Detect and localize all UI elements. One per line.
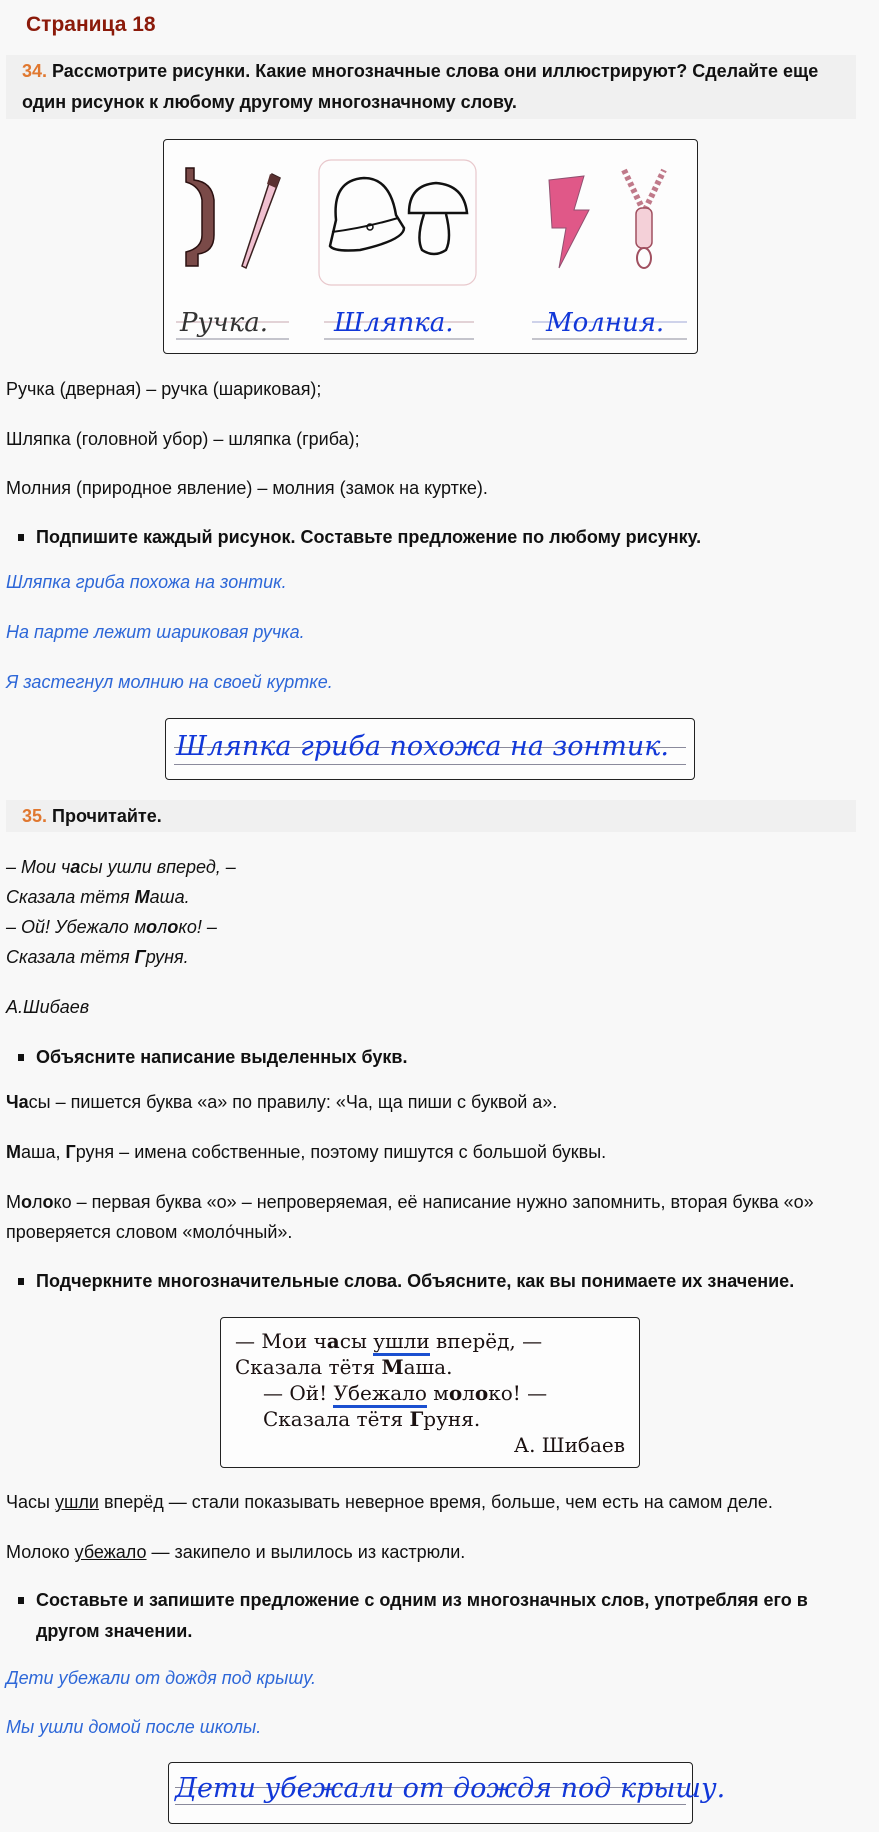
handwritten-sentence: Дети убежали от дождя под крышу. [175, 1773, 726, 1804]
underlined-word: Убежало [333, 1381, 426, 1408]
explanation-line: Часы – пишется буква «а» по правилу: «Ча, ща пиши с буквой а». [6, 1092, 558, 1112]
textbook-poem-frame [220, 1317, 640, 1468]
poem-line: Сказала тётя Груня. [6, 947, 189, 967]
meaning-line: Молоко убежало — закипело и вылилось из кастрюли. [6, 1542, 466, 1562]
lightning-icon [549, 176, 589, 268]
instruction-bullet: Составьте и запишите предложение с одним из многозначных слов, употребляя его в другом значении. [18, 1585, 858, 1647]
task-text: Рассмотрите рисунки. Какие многозначные слова они иллюстрируют? Сделайте еще один рисунок к любому другому многозначному слову. [22, 61, 819, 112]
answer-line: Шляпка (головной убор) – шляпка (гриба); [6, 429, 360, 449]
answer-line: Молния (природное явление) – молния (замок на куртке). [6, 478, 488, 498]
pen-icon [242, 174, 280, 268]
task-number: 35. [22, 806, 48, 826]
poem-author: А.Шибаев [6, 997, 90, 1017]
caption-shlyapka: Шляпка. [334, 308, 454, 338]
hat-icon [330, 178, 404, 251]
illustration-frame [163, 139, 698, 354]
example-sentence: Дети убежали от дождя под крышу. [6, 1668, 317, 1688]
book-line: Сказала тётя Маша. [235, 1355, 453, 1379]
handwritten-sentence: Шляпка гриба похожа на зонтик. [176, 731, 669, 762]
explanation-line: Маша, Груня – имена собственные, поэтому пишутся с большой буквы. [6, 1142, 607, 1162]
example-sentence: На парте лежит шариковая ручка. [6, 622, 305, 642]
underlined-word: ушли [373, 1329, 429, 1356]
handwritten-answer-frame [165, 718, 695, 780]
task-number: 34. [22, 61, 48, 81]
book-line: — Мои часы ушли вперёд, — [235, 1328, 625, 1354]
book-line: — Ой! Убежало молоко! — [235, 1380, 625, 1406]
caption-molniya: Молния. [546, 308, 665, 338]
poem-line: – Мои часы ушли вперед, – [6, 857, 236, 877]
instruction-bullet: Подпишите каждый рисунок. Составьте предложение по любому рисунку. [18, 522, 858, 553]
meaning-line: Часы ушли вперёд — стали показывать неверное время, больше, чем есть на самом деле. [6, 1492, 773, 1512]
explanation-line: Молоко – первая буква «о» – непроверяемая, её написание нужно запомнить, вторая буква «о» проверяется словом «моло́чный». [6, 1192, 814, 1242]
poem-line: – Ой! Убежало молоко! – [6, 917, 217, 937]
instruction-bullet: Подчеркните многозначительные слова. Объясните, как вы понимаете их значение. [18, 1266, 858, 1297]
poem-line: Сказала тётя Маша. [6, 887, 190, 907]
task-35-heading [6, 800, 856, 832]
answer-line: Ручка (дверная) – ручка (шариковая); [6, 379, 322, 399]
door-handle-icon [186, 168, 214, 266]
page-title: Страница 18 [26, 13, 156, 36]
mushroom-icon [409, 183, 467, 254]
example-sentence: Шляпка гриба похожа на зонтик. [6, 572, 287, 592]
handwritten-answer-frame [168, 1762, 726, 1824]
zipper-icon [624, 170, 664, 268]
caption-ruchka: Ручка. [180, 308, 269, 338]
task-text: Прочитайте. [47, 806, 162, 826]
example-sentence: Мы ушли домой после школы. [6, 1717, 262, 1737]
example-sentence: Я застегнул молнию на своей куртке. [6, 672, 333, 692]
task-34-heading [6, 55, 856, 119]
instruction-bullet: Объясните написание выделенных букв. [18, 1042, 858, 1073]
book-line: Сказала тётя Груня. [263, 1407, 481, 1431]
book-author: А. Шибаев [513, 1433, 625, 1457]
poem [6, 852, 856, 972]
